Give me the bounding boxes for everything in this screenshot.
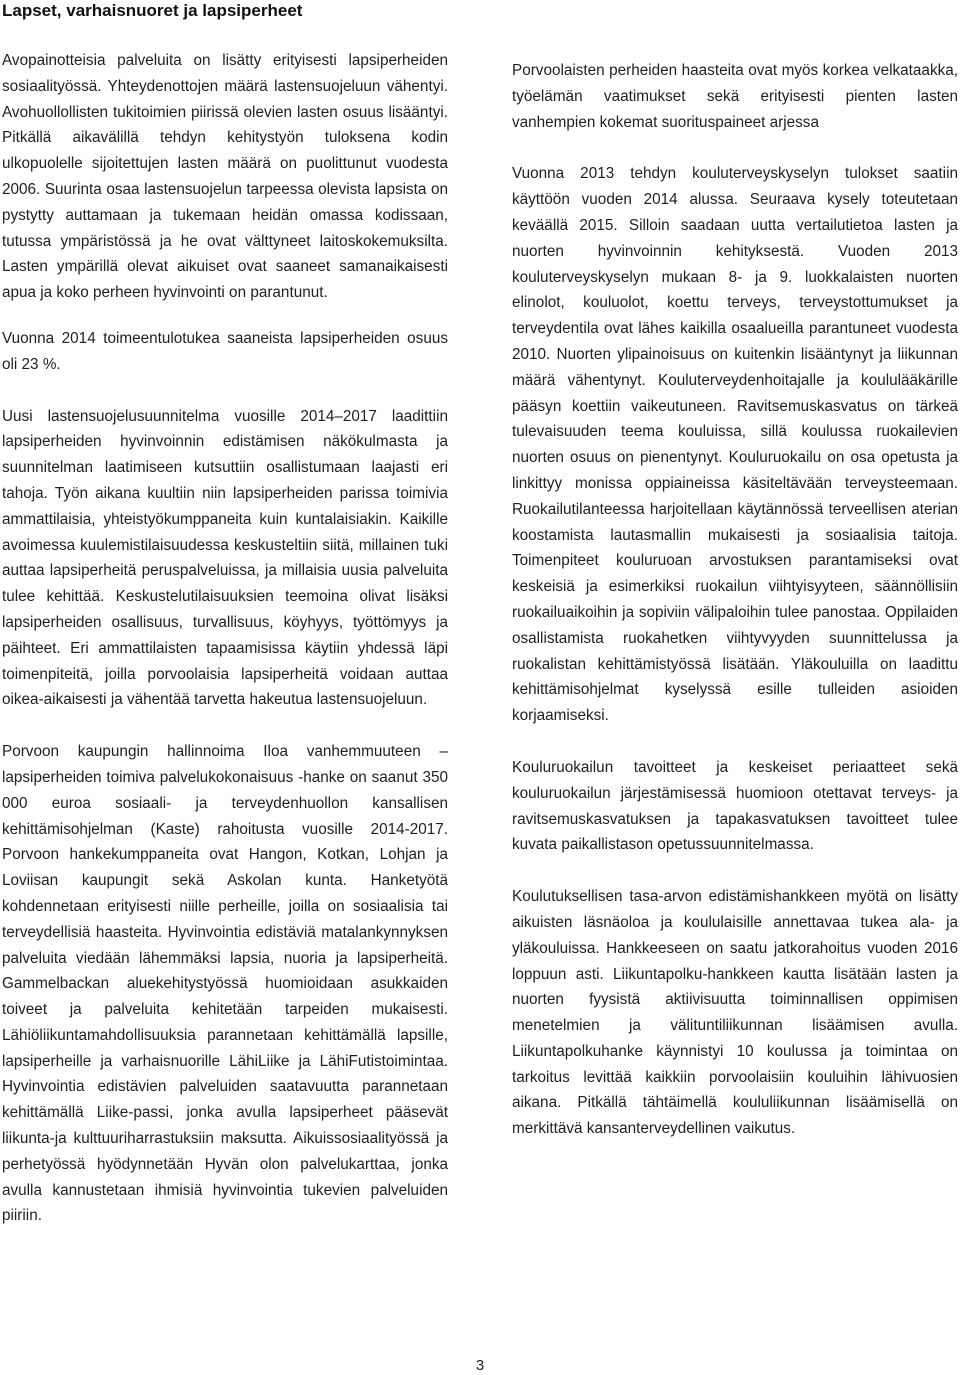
paragraph: Porvoolaisten perheiden haasteita ovat myös korkea velkataakka, työelämän vaatimukset sekä erityisesti pienten lasten vanhempien kokemat suorituspaineet arjessa (512, 62, 958, 131)
paragraph: Koulutuksellisen tasa-arvon edistämishankkeen myötä on lisätty aikuisten läsnäoloa ja koululaisille annettavaa tukea ala- ja yläkouluissa. Hankkeeseen on saatu jatkorahoitus vuoden 2016 loppuun asti. Liikuntapolku-hankkeen kautta lisätään lasten ja nuorten fyysistä aktiivisuutta toiminnallisen oppimisen menetelmien ja välituntiliikunnan lisäämisen avulla. Liikuntapolkuhanke käynnistyi 10 koulussa ja toimintaa on tarkoitus levittää kaikkiin porvoolaisiin kouluihin lähivuosien aikana. Pitkällä tähtäimellä koululiikunnan lisäämisellä on merkittävä kansanterveydellinen vaikutus. (512, 888, 958, 1138)
page-number: 3 (475, 1357, 485, 1374)
right-column (512, 58, 958, 1168)
paragraph: Vuonna 2014 toimeentulotukea saaneista lapsiperheiden osuus oli 23 %. (2, 329, 448, 373)
section-title: Lapset, varhaisnuoret ja lapsiperheet (2, 1, 303, 20)
paragraph: Kouluruokailun tavoitteet ja keskeiset periaatteet sekä kouluruokailun järjestämisessä huomioon otettavat terveys- ja ravitsemuskasvatuksen ja tapakasvatuksen tavoitteet tulee kuvata paikallistason opetussuunnitelmassa. (512, 758, 958, 854)
paragraph: Porvoon kaupungin hallinnoima Iloa vanhemmuuteen – lapsiperheiden toimiva palvelukokonaisuus -hanke on saanut 350 000 euroa sosiaali- ja terveydenhuollon kansallisen kehittämisohjelman (Kaste) rahoitusta vuosille 2014-2017. Porvoon hankekumppaneita ovat Hangon, Kotkan, Lohjan ja Loviisan kaupungit sekä Askolan kunta. Hanketyötä kohdennetaan erityisesti niille perheille, joilla on sosiaalisia tai terveydellisiä haasteita. Hyvinvointia edistäviä matalankynnyksen palveluita viedään lähemmäksi lapsia, nuoria ja lapsiperheitä. Gammelbackan aluekehitystyössä huomioidaan asukkaiden toiveet ja palveluita kehitetään tarpeiden mukaisesti. Lähiöliikuntamahdollisuuksia parannetaan kehittämällä lapsille, lapsiperheille ja varhaisnuorille LähiLiike ja LähiFutistoimintaa. Hyvinvointia edistävien palveluiden saatavuutta parannetaan kehittämällä Liike-passi, jonka avulla lapsiperheet pääsevät liikunta-ja kulttuuriharrastuksiin maksutta. Aikuissosiaalityössä ja perhetyössä hyödynnetään Hyvän olon palvelukarttaa, jonka avulla kannustetaan ihmisiä hyvinvointia tukevien palveluiden piiriin. (2, 743, 448, 1225)
paragraph: Avopainotteisia palveluita on lisätty erityisesti lapsiperheiden sosiaalityössä. Yhteydenottojen määrä lastensuojeluun vähentyi. Avohuollollisten tukitoimien piirissä olevien lasten osuus lisääntyi. Pitkällä aikavälillä tehdyn kehitystyön tuloksena kodin ulkopuolelle sijoitettujen lasten määrä on puolittunut vuodesta 2006. Suurinta osaa lastensuojelun tarpeessa olevista lapsista on pystytty auttamaan ja tukemaan heidän omassa kodissaan, tutussa ympäristössä ja he ovat välttyneet laitoskokemuksilta. Lasten ympärillä olevat aikuiset ovat saaneet samanaikaisesti apua ja koko perheen hyvinvointi on parantunut. (2, 52, 448, 302)
left-column (2, 48, 448, 1255)
paragraph: Vuonna 2013 tehdyn kouluterveyskyselyn tulokset saatiin käyttöön vuoden 2014 alussa. Seuraava kysely toteutetaan keväällä 2015. Silloin saadaan uutta vertailutietoa lasten ja nuorten hyvinvoinnin kehityksestä. Vuoden 2013 kouluterveyskyselyn mukaan 8- ja 9. luokkalaisten nuorten elinolot, kouluolot, koettu terveys, terveystottumukset ja terveydentila ovat lähes kaikilla osaalueilla parantuneet vuodesta 2010. Nuorten ylipainoisuus on kuitenkin lisääntynyt ja liikunnan määrä vähentynyt. Kouluterveydenhoitajalle ja koululääkärille pääsyn koettiin vaikeutuneen. Ravitsemuskasvatus on tärkeä tulevaisuuden teema kouluissa, sillä koulussa ruokailevien nuorten osuus on pienentynyt. Kouluruokailu on osa opetusta ja linkittyy monissa oppiaineissa käsiteltävään terveysteemaan. Ruokailutilanteessa harjoitellaan käytännössä terveellisen aterian koostamista lautasmallin mukaisesti ja sosiaalisia taitoja. Toimenpiteet kouluruoan arvostuksen parantamiseksi ovat keskeisiä ja esimerkiksi ruokailun viihtyisyyteen, säännöllisiin ruokailuaikoihin ja sopiviin välipaloihin tulee panostaa. Oppilaiden osallistamista ruokahetken viihtyvyyden suunnittelussa ja ruokalistan kehittämistyössä lisätään. Yläkouluilla on laadittu kehittämisohjelmat kyselyssä esille tulleiden asioiden korjaamiseksi. (512, 165, 958, 725)
paragraph: Uusi lastensuojelusuunnitelma vuosille 2014–2017 laadittiin lapsiperheiden hyvinvoinnin edistämisen näkökulmasta ja suunnitelman laatimiseen kutsuttiin osallistumaan laajasti eri tahoja. Työn aikana kuultiin niin lapsiperheiden parissa toimivia ammattilaisia, yhteistyökumppaneita kuin kuntalaisiakin. Kaikille avoimessa kuulemistilaisuudessa keskusteltiin siitä, millainen tuki auttaa lapsiperheitä peruspalveluissa, ja millaisia uusia palveluita tulee kehittää. Keskustelutilaisuuksien teemoina olivat lisäksi lapsiperheiden osallisuus, turvallisuus, köyhyys, työttömyys ja päihteet. Eri ammattilaisten tapaamisissa käytiin yhdessä läpi toimenpiteitä, joilla porvoolaisia lapsiperheitä voidaan auttaa oikea-aikaisesti ja vähentää tarvetta hakeutua lastensuojeluun. (2, 407, 448, 709)
